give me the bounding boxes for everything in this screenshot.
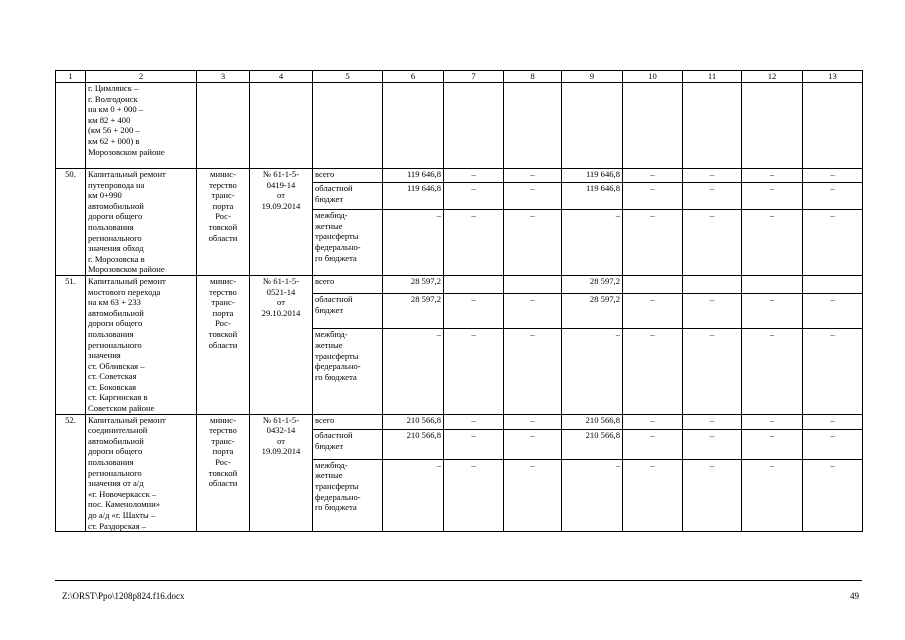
amount-cell — [444, 275, 504, 293]
col-header: 9 — [562, 71, 623, 83]
customer-cell: минис- терство транс- порта Рос- товской области — [197, 275, 250, 414]
funding-source-cell: межбюд- жетные трансферты федерально- го бюджета — [313, 210, 383, 276]
table-row — [56, 275, 863, 293]
funding-source-cell: областной бюджет — [313, 183, 383, 210]
funding-source-cell: межбюд- жетные трансферты федерально- го бюджета — [313, 329, 383, 414]
amount-cell: 210 566,8 — [562, 430, 623, 460]
col-header: 8 — [504, 71, 562, 83]
col-header: 13 — [803, 71, 863, 83]
amount-cell: – — [623, 459, 683, 531]
amount-cell: – — [742, 210, 803, 276]
row-number-cell — [56, 83, 86, 169]
amount-cell: – — [683, 459, 742, 531]
col-header: 1 — [56, 71, 86, 83]
amount-cell: 28 597,2 — [383, 294, 444, 329]
funding-source-cell: всего — [313, 169, 383, 183]
amount-cell: 210 566,8 — [383, 414, 444, 430]
table-row — [56, 169, 863, 183]
row-number-cell: 52. — [56, 414, 86, 532]
col-header: 10 — [623, 71, 683, 83]
amount-cell: 119 646,8 — [383, 183, 444, 210]
amount-cell: – — [803, 459, 863, 531]
amount-cell: – — [683, 169, 742, 183]
col-header: 4 — [250, 71, 313, 83]
col-header: 11 — [683, 71, 742, 83]
amount-cell — [504, 275, 562, 293]
amount-cell: – — [444, 183, 504, 210]
col-header: 12 — [742, 71, 803, 83]
customer-cell: минис- терство транс- порта Рос- товской области — [197, 169, 250, 276]
amount-cell: – — [683, 183, 742, 210]
customer-cell: минис- терство транс- порта Рос- товской области — [197, 414, 250, 532]
amount-cell: 28 597,2 — [562, 294, 623, 329]
amount-cell: – — [504, 459, 562, 531]
funding-source-cell: всего — [313, 275, 383, 293]
col-header: 7 — [444, 71, 504, 83]
col-header: 5 — [313, 71, 383, 83]
amount-cell: – — [623, 169, 683, 183]
amount-cell: – — [562, 329, 623, 414]
row-number-cell: 51. — [56, 275, 86, 414]
amount-cell: 119 646,8 — [383, 169, 444, 183]
amount-cell: – — [683, 210, 742, 276]
amount-cell — [742, 275, 803, 293]
amount-cell: – — [623, 430, 683, 460]
page-number: 49 — [850, 591, 859, 601]
amount-cell: – — [623, 329, 683, 414]
amount-cell: 28 597,2 — [562, 275, 623, 293]
funding-source-cell: областной бюджет — [313, 294, 383, 329]
footer-file-path: Z:\ORST\Ppo\1208p824.f16.docx — [62, 591, 185, 601]
description-cell: Капитальный ремонт путепровода на км 0+990 автомобильной дороги общего пользования регионального значения обход г. Морозовска в Морозовском районе — [86, 169, 197, 276]
amount-cell: – — [803, 183, 863, 210]
funding-source-cell: областной бюджет — [313, 430, 383, 460]
description-cell: г. Цимлянск – г. Волгодонск на км 0 + 000 – км 82 + 400 (км 56 + 200 – км 62 + 000) в Морозовском районе — [86, 83, 197, 169]
amount-cell: – — [683, 414, 742, 430]
funding-source-cell: всего — [313, 414, 383, 430]
amount-cell: – — [742, 183, 803, 210]
amount-cell: – — [504, 414, 562, 430]
amount-cell: – — [444, 414, 504, 430]
contract-cell: № 61-1-5- 0419-14 от 19.09.2014 — [250, 169, 313, 276]
amount-cell — [683, 275, 742, 293]
amount-cell: – — [444, 329, 504, 414]
amount-cell: – — [444, 169, 504, 183]
amount-cell: – — [683, 294, 742, 329]
amount-cell: – — [803, 329, 863, 414]
amount-cell: – — [742, 169, 803, 183]
amount-cell: 119 646,8 — [562, 169, 623, 183]
table-body — [56, 71, 863, 532]
amount-cell — [623, 275, 683, 293]
column-numbers-row — [56, 71, 863, 83]
description-cell: Капитальный ремонт мостового перехода на км 63 + 233 автомобильной дороги общего пользования регионального значения ст. Обливская – ст. Советская ст. Боковская ст. Каргинская в Советском районе — [86, 275, 197, 414]
budget-table — [55, 70, 863, 532]
col-header: 6 — [383, 71, 444, 83]
table-row — [56, 414, 863, 430]
amount-cell: – — [383, 210, 444, 276]
amount-cell: – — [444, 210, 504, 276]
amount-cell: – — [562, 210, 623, 276]
amount-cell: – — [742, 329, 803, 414]
amount-cell: – — [742, 430, 803, 460]
amount-cell: – — [803, 294, 863, 329]
table-bottom-rule — [55, 580, 862, 581]
amount-cell — [803, 275, 863, 293]
continuation-row — [56, 83, 863, 169]
amount-cell: – — [803, 169, 863, 183]
contract-cell: № 61-1-5- 0432-14 от 19.09.2014 — [250, 414, 313, 532]
description-cell: Капитальный ремонт соединительной автомобильной дороги общего пользования регионального значения от а/д «г. Новочеркасск – пос. Каменоломни» до а/д «г. Шахты – ст. Раздорская – — [86, 414, 197, 532]
amount-cell: – — [623, 294, 683, 329]
row-number-cell: 50. — [56, 169, 86, 276]
amount-cell: – — [504, 169, 562, 183]
amount-cell: 28 597,2 — [383, 275, 444, 293]
amount-cell: – — [742, 294, 803, 329]
amount-cell: – — [623, 210, 683, 276]
contract-cell: № 61-1-5- 0521-14 от 29.10.2014 — [250, 275, 313, 414]
amount-cell: – — [444, 459, 504, 531]
funding-source-cell: межбюд- жетные трансферты федерально- го бюджета — [313, 459, 383, 531]
col-header: 3 — [197, 71, 250, 83]
col-header: 2 — [86, 71, 197, 83]
amount-cell: – — [683, 430, 742, 460]
amount-cell: 210 566,8 — [562, 414, 623, 430]
amount-cell: – — [504, 329, 562, 414]
amount-cell: 210 566,8 — [383, 430, 444, 460]
amount-cell: – — [504, 294, 562, 329]
amount-cell: – — [803, 210, 863, 276]
amount-cell: – — [742, 414, 803, 430]
amount-cell: – — [803, 430, 863, 460]
amount-cell: – — [742, 459, 803, 531]
amount-cell: – — [562, 459, 623, 531]
amount-cell: – — [504, 183, 562, 210]
amount-cell: – — [444, 430, 504, 460]
amount-cell: – — [383, 329, 444, 414]
amount-cell: – — [383, 459, 444, 531]
amount-cell: – — [444, 294, 504, 329]
amount-cell: – — [683, 329, 742, 414]
amount-cell: – — [504, 210, 562, 276]
amount-cell: 119 646,8 — [562, 183, 623, 210]
amount-cell: – — [803, 414, 863, 430]
amount-cell: – — [504, 430, 562, 460]
amount-cell: – — [623, 414, 683, 430]
amount-cell: – — [623, 183, 683, 210]
